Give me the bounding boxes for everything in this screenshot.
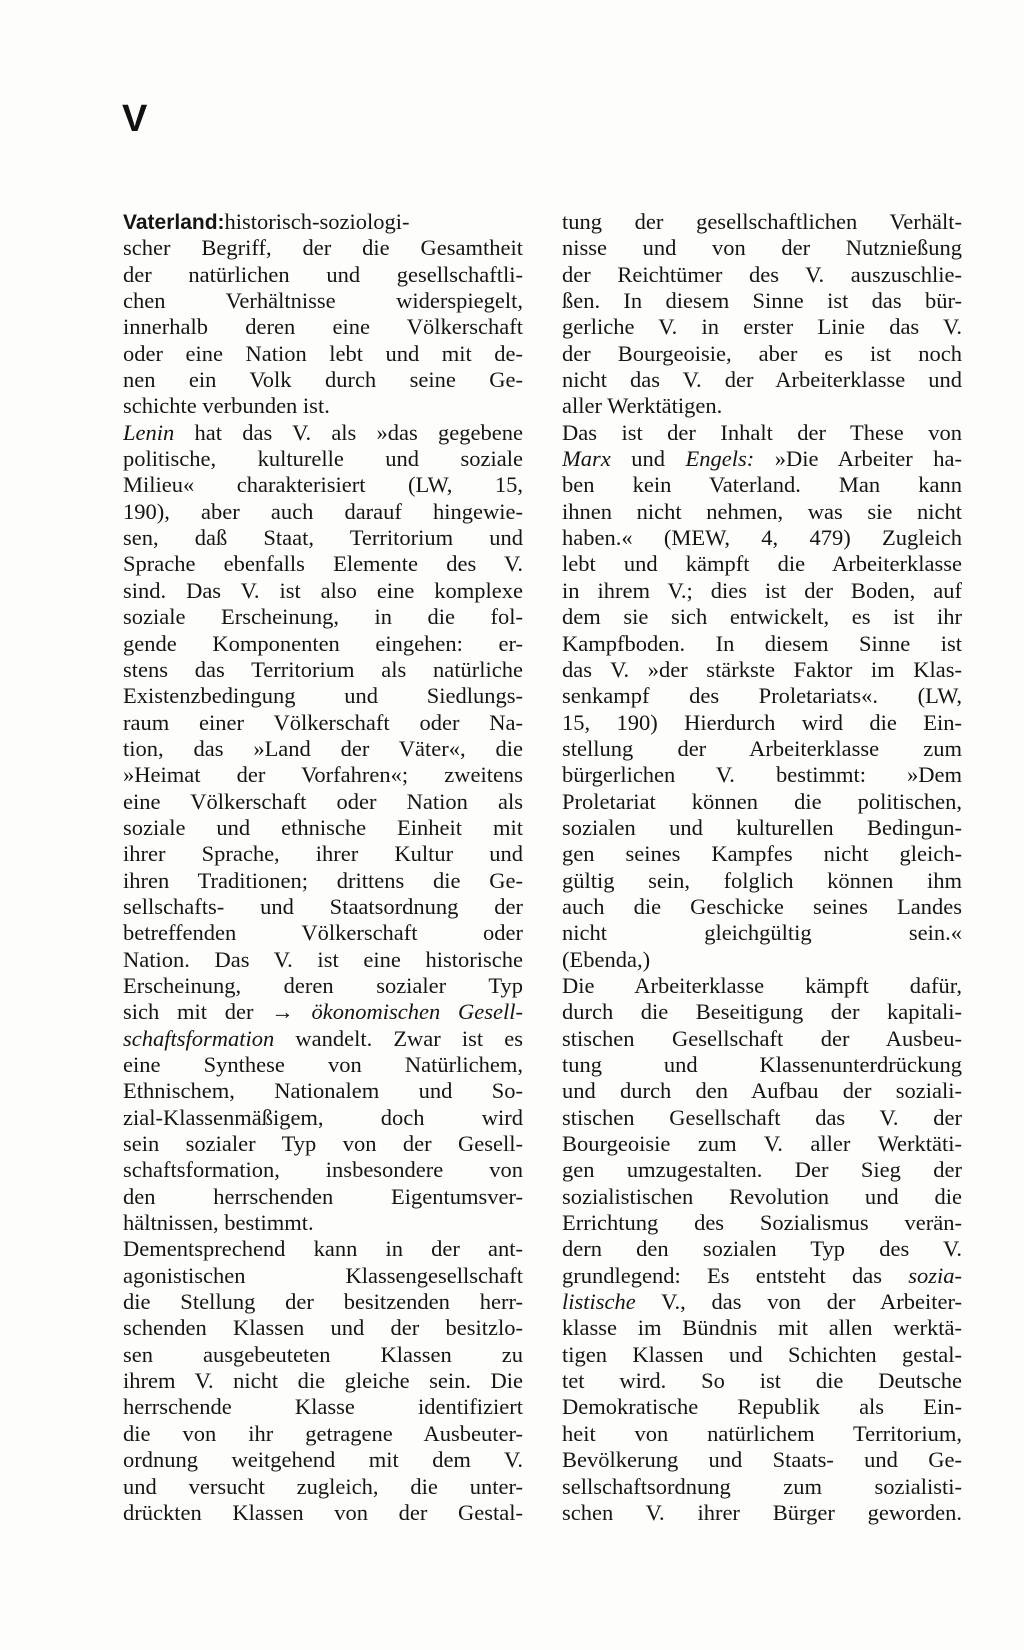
text-segment: Milieu« charakterisiert (LW, 15,: [123, 472, 523, 498]
text-segment: Das ist der Inhalt der These von: [562, 419, 962, 445]
text-line: [123, 1263, 523, 1289]
text-segment: politische, kulturelle und soziale: [123, 446, 523, 472]
text-line: [562, 1289, 962, 1315]
text-line: [123, 683, 523, 709]
text-line: [123, 841, 523, 867]
text-line: [562, 314, 962, 340]
text-segment: stischen Gesellschaft der Ausbeu-: [562, 1025, 962, 1051]
text-line: [562, 367, 962, 393]
italic-text-segment: Engels:: [685, 446, 755, 472]
text-line: [123, 341, 523, 367]
text-line: [562, 1052, 962, 1078]
text-segment: oder eine Nation lebt und mit de-: [123, 340, 523, 366]
text-segment: stens das Territorium als natürliche: [123, 656, 523, 682]
text-segment: soziale und ethnische Einheit mit: [123, 814, 523, 840]
italic-text-segment: sozia-: [908, 1262, 962, 1288]
text-line: [562, 1131, 962, 1157]
text-segment: Bevölkerung und Staats- und Ge-: [562, 1447, 962, 1473]
text-line: [562, 1210, 962, 1236]
text-line: [562, 683, 962, 709]
text-segment: Erscheinung, deren sozialer Typ: [123, 972, 523, 998]
text-line: [562, 1157, 962, 1183]
text-line: [562, 262, 962, 288]
text-line: [123, 1157, 523, 1183]
text-segment: gende Komponenten eingehen: er-: [123, 630, 523, 656]
text-line: [123, 762, 523, 788]
text-line: [562, 1447, 962, 1473]
text-line: [123, 789, 523, 815]
text-segment: Existenzbedingung und Siedlungs-: [123, 683, 523, 709]
text-segment: »Die Arbeiter ha-: [754, 446, 962, 472]
text-line: [123, 209, 523, 235]
text-segment: sozialen und kulturellen Bedingun-: [562, 814, 962, 840]
text-segment: gen umzugestalten. Der Sieg der: [562, 1157, 962, 1183]
text-line: [123, 1447, 523, 1473]
text-line: [123, 657, 523, 683]
text-segment: agonistischen Klassengesellschaft: [123, 1262, 523, 1288]
text-line: [562, 1263, 962, 1289]
section-letter: V: [122, 98, 148, 140]
text-segment: haben.« (MEW, 4, 479) Zugleich: [562, 525, 962, 551]
text-line: [562, 551, 962, 577]
text-line: [562, 1184, 962, 1210]
entry-headword: Vaterland:: [123, 211, 225, 234]
text-segment: sen ausgebeuteten Klassen zu: [123, 1341, 523, 1367]
text-segment: tigen Klassen und Schichten gestal-: [562, 1341, 962, 1367]
text-line: [123, 1289, 523, 1315]
text-line: [123, 1026, 523, 1052]
text-line: [123, 288, 523, 314]
text-segment: heit von natürlichem Territorium,: [562, 1420, 962, 1446]
text-line: [562, 736, 962, 762]
text-segment: und versucht zugleich, die unter-: [123, 1473, 523, 1499]
text-line: [123, 604, 523, 630]
text-line: [123, 1078, 523, 1104]
text-segment: tung und Klassenunterdrückung: [562, 1052, 962, 1077]
text-segment: nicht das V. der Arbeiterklasse und: [562, 367, 962, 393]
text-segment: sein sozialer Typ von der Gesell-: [123, 1131, 523, 1157]
italic-text-segment: Lenin: [123, 419, 175, 445]
text-line: [123, 973, 523, 999]
text-segment: nicht gleichgültig sein.«: [562, 920, 962, 946]
text-line: [562, 1368, 962, 1394]
text-segment: auch die Geschicke seines Landes: [562, 893, 962, 919]
text-segment: Dementsprechend kann in der ant-: [123, 1236, 523, 1262]
text-line: [562, 841, 962, 867]
italic-text-segment: Marx: [562, 446, 611, 472]
text-segment: und durch den Aufbau der soziali-: [562, 1078, 962, 1104]
text-segment: tion, das »Land der Väter«, die: [123, 735, 523, 761]
text-segment: der Bourgeoisie, aber es ist noch: [562, 340, 962, 366]
text-line: [123, 262, 523, 288]
text-line: [562, 815, 962, 841]
text-segment: gen seines Kampfes nicht gleich-: [562, 841, 962, 867]
text-line: [123, 551, 523, 577]
text-line: [562, 1105, 962, 1131]
text-segment: ihrer Sprache, ihrer Kultur und: [123, 841, 523, 867]
text-line: [562, 999, 962, 1025]
text-line: [562, 209, 962, 235]
italic-text-segment: listische: [562, 1289, 636, 1315]
right-column: [562, 209, 962, 1526]
text-segment: dern den sozialen Typ des V.: [562, 1236, 962, 1262]
text-segment: zial-Klassenmäßigem, doch wird: [123, 1104, 523, 1130]
text-segment: ßen. In diesem Sinne ist das bür-: [562, 288, 962, 314]
text-segment: scher Begriff, der die Gesamtheit: [123, 235, 523, 261]
text-segment: die von ihr getragene Ausbeuter-: [123, 1420, 523, 1446]
text-segment: Kampfboden. In diesem Sinne ist: [562, 630, 962, 656]
text-segment: Sprache ebenfalls Elemente des V.: [123, 551, 523, 577]
text-line: [562, 446, 962, 472]
text-segment: 15, 190) Hierdurch wird die Ein-: [562, 709, 962, 735]
text-line: [123, 868, 523, 894]
text-segment: gültig sein, folglich können ihm: [562, 867, 962, 893]
text-line: [562, 288, 962, 314]
text-line: [562, 1315, 962, 1341]
text-segment: schen V. ihrer Bürger geworden.: [562, 1499, 962, 1525]
text-segment: schenden Klassen und der besitzlo-: [123, 1315, 523, 1341]
text-segment: »Heimat der Vorfahren«; zweitens: [123, 762, 523, 788]
text-segment: stellung der Arbeiterklasse zum: [562, 735, 962, 761]
text-segment: Demokratische Republik als Ein-: [562, 1394, 962, 1420]
text-segment: gerliche V. in erster Linie das V.: [562, 314, 962, 340]
text-segment: schaftsformation, insbesondere von: [123, 1157, 523, 1183]
text-line: [562, 1500, 962, 1526]
text-line: [562, 1026, 962, 1052]
text-segment: sich mit der: [123, 999, 272, 1025]
text-line: [562, 1236, 962, 1262]
left-column: [123, 209, 523, 1526]
text-line: [123, 947, 523, 973]
text-line: [123, 736, 523, 762]
text-line: [562, 472, 962, 498]
text-line: [123, 1368, 523, 1394]
text-line: [123, 815, 523, 841]
text-line: [562, 499, 962, 525]
text-line: [123, 314, 523, 340]
text-segment: eine Synthese von Natürlichem,: [123, 1052, 523, 1077]
text-segment: hat das V. als »das gegebene: [174, 419, 523, 445]
text-segment: Proletariat können die politischen,: [562, 788, 962, 814]
text-line: [123, 999, 523, 1025]
text-line: [562, 578, 962, 604]
text-line: [562, 420, 962, 446]
text-segment: chen Verhältnisse widerspiegelt,: [123, 288, 523, 314]
text-segment: Errichtung des Sozialismus verän-: [562, 1210, 962, 1236]
text-line: [123, 631, 523, 657]
text-segment: Die Arbeiterklasse kämpft dafür,: [562, 972, 962, 998]
text-segment: eine Völkerschaft oder Nation als: [123, 788, 523, 814]
text-segment: drückten Klassen von der Gestal-: [123, 1499, 523, 1525]
text-line: [562, 393, 962, 419]
text-segment: stischen Gesellschaft das V. der: [562, 1104, 962, 1130]
text-segment: ben kein Vaterland. Man kann: [562, 472, 962, 498]
text-segment: der natürlichen und gesellschaftli-: [123, 261, 523, 287]
text-line: [562, 631, 962, 657]
text-segment: ordnung weitgehend mit dem V.: [123, 1447, 523, 1473]
text-line: [123, 1052, 523, 1078]
text-line: [123, 420, 523, 446]
text-segment: bürgerlichen V. bestimmt: »Dem: [562, 762, 962, 788]
text-line: [123, 1342, 523, 1368]
text-line: [123, 1474, 523, 1500]
text-segment: grundlegend: Es entsteht das: [562, 1262, 909, 1288]
text-segment: nen ein Volk durch seine Ge-: [123, 367, 523, 393]
text-line: [123, 920, 523, 946]
text-segment: raum einer Völkerschaft oder Na-: [123, 709, 523, 735]
text-segment: tung der gesellschaftlichen Verhält-: [562, 209, 962, 234]
text-segment: die Stellung der besitzenden herr-: [123, 1289, 523, 1315]
text-line: [123, 367, 523, 393]
text-segment: und: [610, 446, 686, 472]
text-segment: sellschafts- und Staatsordnung der: [123, 893, 523, 919]
text-segment: V., das von der Arbeiter-: [635, 1289, 962, 1315]
text-segment: innerhalb deren eine Völkerschaft: [123, 314, 523, 340]
text-segment: ihren Traditionen; drittens die Ge-: [123, 867, 523, 893]
text-segment: in ihrem V.; dies ist der Boden, auf: [562, 577, 962, 603]
text-line: [123, 1421, 523, 1447]
text-segment: der Reichtümer des V. auszuschlie-: [562, 261, 962, 287]
text-segment: soziale Erscheinung, in die fol-: [123, 604, 523, 630]
text-line: [123, 578, 523, 604]
text-line: [123, 472, 523, 498]
text-segment: aller Werktätigen.: [562, 393, 723, 419]
text-line: [562, 973, 962, 999]
text-line: [123, 393, 523, 419]
text-segment: senkampf des Proletariats«. (LW,: [562, 683, 962, 709]
text-line: [123, 525, 523, 551]
text-line: [123, 1394, 523, 1420]
text-line: [123, 446, 523, 472]
text-line: [562, 235, 962, 261]
text-line: [123, 1236, 523, 1262]
text-segment: historisch-soziologi-: [224, 209, 410, 234]
text-segment: hältnissen, bestimmt.: [123, 1210, 314, 1236]
text-line: [123, 235, 523, 261]
text-segment: sellschaftsordnung zum sozialisti-: [562, 1473, 962, 1499]
text-segment: Bourgeoisie zum V. aller Werktäti-: [562, 1131, 962, 1157]
text-line: [562, 525, 962, 551]
text-segment: sen, daß Staat, Territorium und: [123, 525, 523, 551]
text-line: [123, 1210, 523, 1236]
text-segment: Ethnischem, Nationalem und So-: [123, 1078, 523, 1104]
text-segment: das V. »der stärkste Faktor im Klas-: [562, 656, 962, 682]
text-segment: sozialistischen Revolution und die: [562, 1183, 962, 1209]
text-line: [562, 710, 962, 736]
text-line: [123, 1184, 523, 1210]
text-segment: tet wird. So ist die Deutsche: [562, 1368, 962, 1394]
italic-text-segment: → ökonomischen Gesell-: [271, 999, 523, 1025]
text-line: [562, 1342, 962, 1368]
text-line: [123, 1105, 523, 1131]
text-line: [123, 710, 523, 736]
text-line: [562, 604, 962, 630]
text-segment: lebt und kämpft die Arbeiterklasse: [562, 551, 962, 577]
italic-text-segment: schaftsformation: [123, 1025, 275, 1051]
text-line: [562, 657, 962, 683]
text-line: [562, 1078, 962, 1104]
text-line: [562, 920, 962, 946]
text-line: [562, 789, 962, 815]
text-segment: schichte verbunden ist.: [123, 393, 330, 419]
text-line: [123, 1315, 523, 1341]
text-line: [562, 894, 962, 920]
text-line: [123, 894, 523, 920]
text-line: [123, 1500, 523, 1526]
text-segment: betreffenden Völkerschaft oder: [123, 920, 523, 946]
text-segment: Nation. Das V. ist eine historische: [123, 946, 523, 972]
text-line: [123, 499, 523, 525]
text-segment: den herrschenden Eigentumsver-: [123, 1183, 523, 1209]
text-line: [123, 1131, 523, 1157]
text-line: [562, 1474, 962, 1500]
text-segment: ihnen nicht nehmen, was sie nicht: [562, 498, 962, 524]
text-segment: sind. Das V. ist also eine komplexe: [123, 577, 523, 603]
text-segment: (Ebenda,): [562, 946, 651, 972]
text-segment: ihrem V. nicht die gleiche sein. Die: [123, 1368, 523, 1394]
text-line: [562, 762, 962, 788]
text-segment: 190), aber auch darauf hingewie-: [123, 498, 523, 524]
text-line: [562, 341, 962, 367]
text-segment: wandelt. Zwar ist es: [274, 1025, 523, 1051]
text-line: [562, 947, 962, 973]
text-segment: dem sie sich entwickelt, es ist ihr: [562, 604, 962, 630]
text-segment: klasse im Bündnis mit allen werktä-: [562, 1315, 962, 1341]
text-line: [562, 1394, 962, 1420]
text-segment: nisse und von der Nutznießung: [562, 235, 962, 261]
text-segment: durch die Beseitigung der kapitali-: [562, 999, 962, 1025]
text-segment: herrschende Klasse identifiziert: [123, 1394, 523, 1420]
text-line: [562, 1421, 962, 1447]
text-line: [562, 868, 962, 894]
